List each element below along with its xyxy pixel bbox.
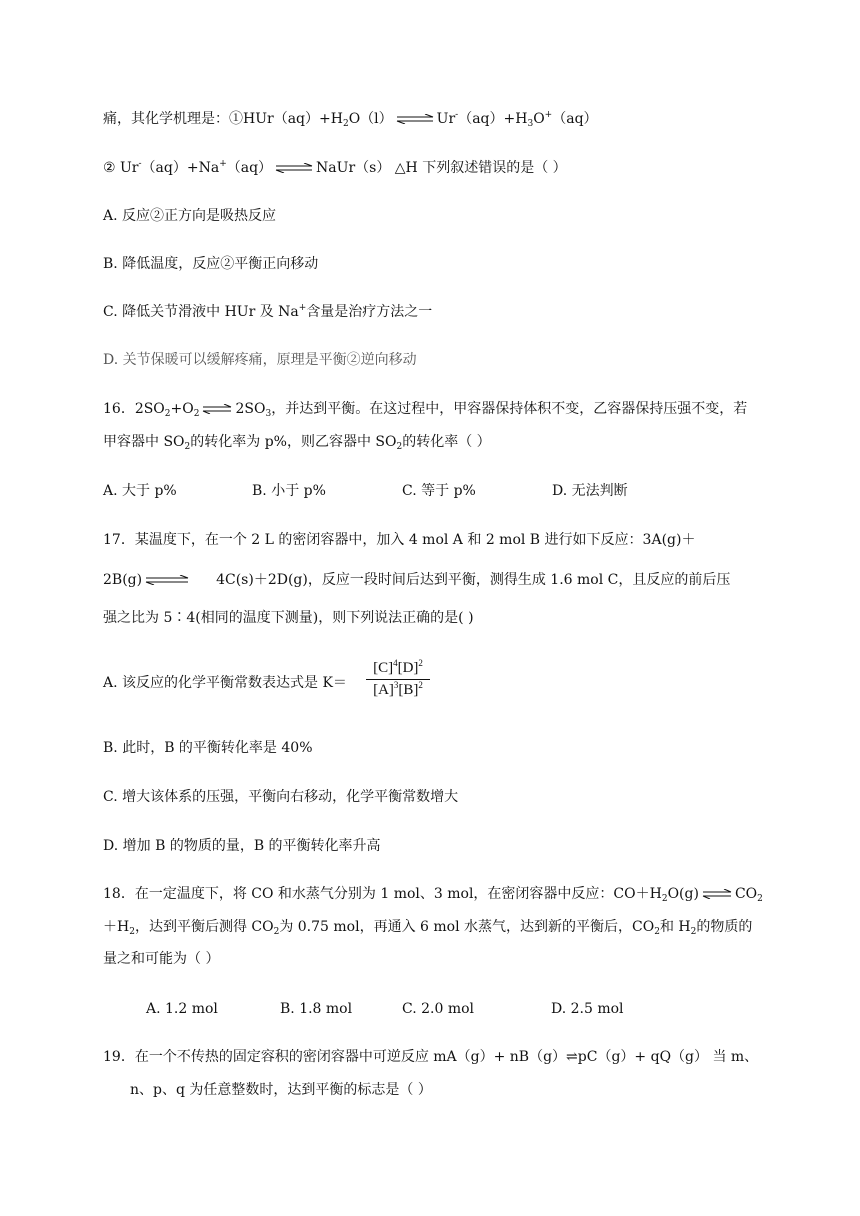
q18-option-c: C. 2.0 mol (402, 1001, 475, 1017)
q16-option-c: C. 等于 p% (402, 483, 476, 499)
equilibrium-constant-fraction (366, 660, 430, 699)
fraction-numerator: $[C]^4[D]^2$ (366, 660, 430, 680)
q17-option-b: B. 此时，B 的平衡转化率是 40% (103, 740, 313, 756)
q15-option-b: B. 降低温度，反应②平衡正向移动 (103, 256, 319, 272)
q16-line-1: 16．$2SO_2+O_2$ $2SO_3$，并达到平衡。在这过程中，甲容器保持体积不变，乙容器保持压强不变，若 (103, 401, 748, 419)
q15-option-a: A. 反应②正方向是吸热反应 (103, 208, 277, 224)
equilibrium-arrow-icon (201, 404, 233, 414)
q19-line-2: n、p、q 为任意整数时，达到平衡的标志是（ ） (130, 1082, 432, 1098)
equilibrium-arrow-icon (274, 163, 314, 173)
q16-option-b: B. 小于 p% (252, 483, 326, 499)
q16-option-a: A. 大于 p% (103, 483, 177, 499)
q18-option-d: D. 2.5 mol (551, 1001, 624, 1017)
q16-option-d: D. 无法判断 (552, 483, 628, 499)
q18-line-1: 18．在一定温度下，将 CO 和水蒸气分别为 1 mol、3 mol，在密闭容器中反应：$CO+H_2O(g)$ $CO_2$ (103, 886, 763, 904)
q17-line-2: 2B(g) 4C(s)＋2D(g)，反应一段时间后达到平衡，测得生成 1.6 mol C，且反应的前后压 (103, 572, 731, 588)
intro-line-1: 痛，其化学机理是：$①HUr(aq)+H_2O(l)$ $Ur^-(aq)+H_3O^+(aq)$ (103, 110, 598, 129)
q17-line-3: 强之比为 5∶4(相同的温度下测量)，则下列说法正确的是( ) (103, 610, 474, 626)
q18-line-2: $+H_2$，达到平衡后测得 $CO_2$为 0.75 mol，再通入 6 mol 水蒸气，达到新的平衡后，$CO_2$和 $H_2$的物质的 (103, 919, 753, 937)
q17-option-c: C. 增大该体系的压强，平衡向右移动，化学平衡常数增大 (103, 789, 459, 805)
intro-line-2: ② Ur-（aq）+Na+（aq） NaUr（s） △H 下列叙述错误的是（ ） (103, 159, 567, 176)
q17-line-1: 17．某温度下，在一个 2 L 的密闭容器中，加入 4 mol A 和 2 mol B 进行如下反应：3A(g)＋ (103, 532, 696, 548)
q15-option-d: D. 关节保暖可以缓解疼痛，原理是平衡②逆向移动 (103, 352, 417, 368)
q16-line-2: 甲容器中 $SO_2$的转化率为 p%，则乙容器中 $SO_2$的转化率（ ） (103, 434, 491, 452)
q17-option-a: A. 该反应的化学平衡常数表达式是 K＝ (103, 675, 347, 691)
q19-line-1: 19．在一个不传热的固定容积的密闭容器中可逆反应 mA（g）+ nB（g）⇌pC（g）+ qQ（g） 当 m、 (103, 1049, 759, 1065)
q18-option-a: A. 1.2 mol (146, 1001, 218, 1017)
q18-option-b: B. 1.8 mol (280, 1001, 353, 1017)
equilibrium-arrow-icon (144, 575, 190, 585)
q17-option-d: D. 增加 B 的物质的量，B 的平衡转化率升高 (103, 838, 381, 854)
q18-line-3: 量之和可能为（ ） (103, 951, 220, 967)
equilibrium-arrow-icon (701, 889, 733, 899)
equilibrium-arrow-icon (395, 114, 435, 124)
q15-option-c: C. 降低关节滑液中 HUr 及 Na+含量是治疗方法之一 (103, 303, 433, 320)
fraction-denominator: $[A]^3[B]^2$ (373, 680, 423, 698)
